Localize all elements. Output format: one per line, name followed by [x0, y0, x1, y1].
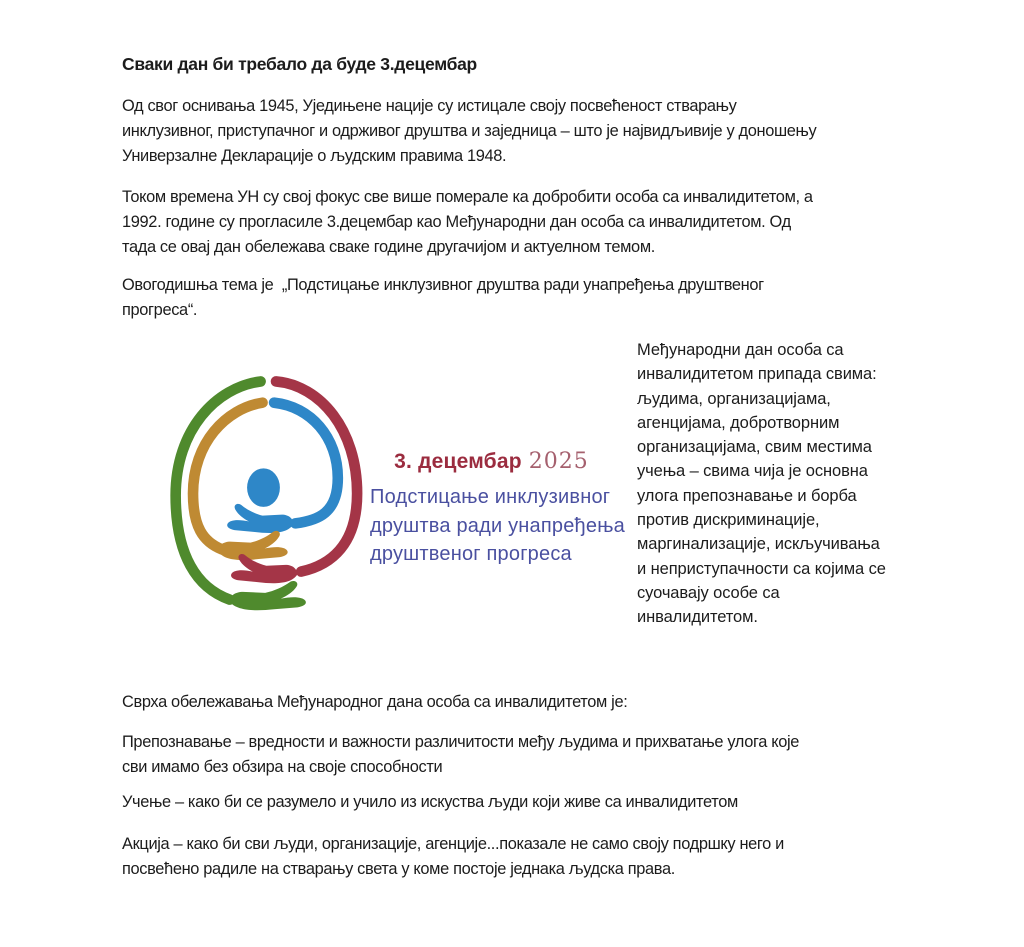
text-line: Универзалне Декларације о људским правима 1948. [122, 147, 507, 165]
text-line: улога препознавање и борба [637, 486, 857, 505]
paragraph-recognition [122, 730, 799, 780]
text-line: Међународни дан особа са [637, 341, 844, 359]
idpd-logo [166, 366, 388, 644]
text-line: друштва ради унапређења [370, 514, 625, 537]
logo-theme-text [370, 483, 625, 569]
logo-date-label: 3. децембар [394, 450, 522, 473]
logo-hand-green [230, 581, 306, 610]
logo-arc-blue [274, 403, 338, 524]
paragraph-action [122, 832, 784, 882]
text-line: Учење – како би се разумело и учило из искуства људи који живе са инвалидитетом [122, 793, 738, 811]
logo-person-head [247, 468, 280, 507]
text-line: људима, организацијама, [637, 389, 831, 408]
text-line: Овогодишња тема је „Подстицање инклузивног друштва ради унапређења друштвеног [122, 276, 764, 294]
text-line: посвећено радиле на стварању света у коме постоје једнака људска права. [122, 860, 675, 878]
text-line: Акција – како би сви људи, организације, агенције...показале не само своју подршку него и [122, 835, 784, 853]
text-line: Препознавање – вредности и важности различитости међу људима и прихватање улога које [122, 733, 800, 751]
text-line: маргинализације, искључивања [637, 535, 880, 554]
logo-year: 2025 [528, 449, 589, 474]
document-title: Сваки дан би требало да буде 3.децембар [122, 54, 477, 74]
logo-hand-orange [218, 531, 288, 560]
logo-hand-blue [227, 504, 293, 533]
paragraph-purpose [122, 690, 627, 715]
text-line: инвалидитетом. [637, 608, 758, 627]
text-line: и неприступачности са којима се [637, 559, 886, 578]
paragraph-theme [122, 273, 764, 323]
paragraph-learning [122, 790, 738, 815]
text-line: инвалидитетом припада свима: [637, 365, 877, 384]
text-line: организацијама, свим местима [637, 438, 872, 457]
side-text-column [637, 338, 886, 630]
text-line: инклузивног, приступачног и одрживог друштва и заједница – што је највидљивије у доношењу [122, 122, 817, 140]
text-line: суочавају особе са [637, 583, 780, 602]
text-line: прогреса“. [122, 301, 198, 319]
text-line: против дискриминације, [637, 511, 820, 530]
text-line: 1992. године су прогласиле 3.децембар као Међународни дан особа са инвалидитетом. Од [122, 213, 791, 231]
text-line: Подстицање инклузивног [370, 486, 611, 508]
paragraph-history [122, 185, 813, 260]
text-line: учења – свима чија је основна [637, 462, 868, 481]
paragraph-intro [122, 94, 816, 169]
text-line: агенцијама, добротворним [637, 413, 840, 432]
text-line: друштвеног прогреса [370, 543, 572, 565]
text-line: Током времена УН су свој фокус све више померале ка добробити особа са инвалидитетом, а [122, 188, 813, 206]
text-line: Од свог оснивања 1945, Уједињене нације су истицале своју посвећеност стварању [122, 97, 737, 115]
text-line: тада се овај дан обележава сваке године другачијом и актуелном темом. [122, 238, 655, 256]
text-line: сви имамо без обзира на своје способности [122, 758, 443, 776]
text-line: Сврха обележавања Међународног дана особа са инвалидитетом је: [122, 693, 628, 711]
